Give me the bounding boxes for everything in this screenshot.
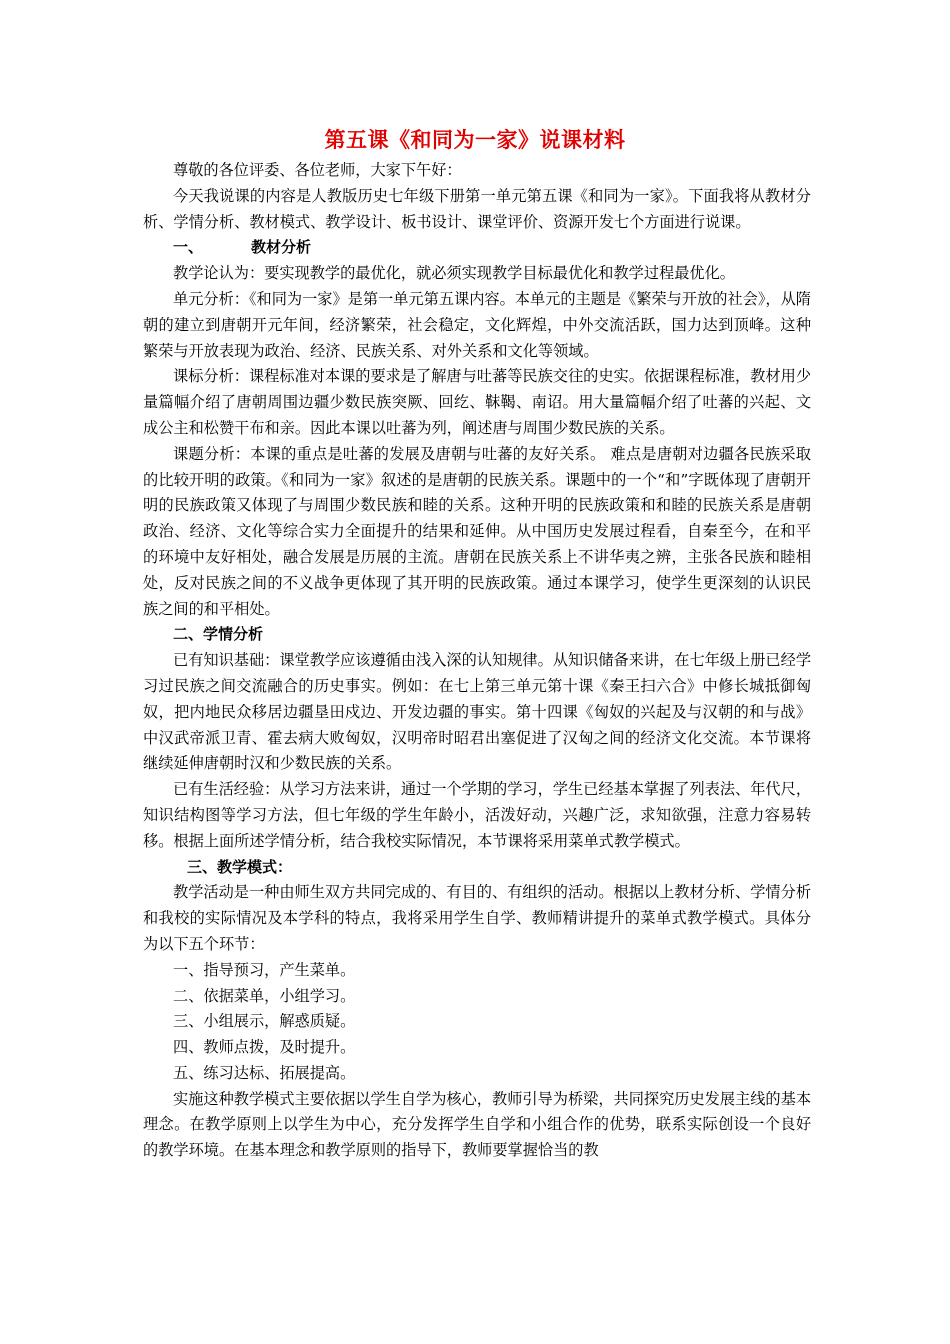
section-heading-2: 二、学情分析: [173, 625, 264, 644]
list-item: 五、练习达标、拓展提高。: [173, 1063, 356, 1082]
document-title: 第五课《和同为一家》说课材料: [324, 128, 626, 152]
section-heading-3: 三、教学模式：: [187, 857, 293, 876]
document-body: [143, 158, 811, 1164]
paragraph: 实施这种教学模式主要依据以学生自学为核心，教师引导为桥梁，共同探究历史发展主线的基本理念。在教学原则上以学生为中心，充分发挥学生自学和小组合作的优势，联系实际创设一个良好的教学环境。在基本理念和教学原则的指导下，教师要掌握恰当的教: [143, 1089, 811, 1160]
section-number: 一、: [173, 238, 204, 257]
paragraph: 已有生活经验：从学习方法来讲，通过一个学期的学习，学生已经基本掌握了列表法、年代尺，知识结构图等学习方法，但七年级的学生年龄小，活泼好动，兴趣广泛，求知欲强，注意力容易转移。根据上面所述学情分析，结合我校实际情况，本节课将采用菜单式教学模式。: [143, 780, 811, 850]
list-item: 一、指导预习，产生菜单。: [173, 960, 356, 979]
paragraph: 教学论认为：要实现教学的最优化，就必须实现教学目标最优化和教学过程最优化。: [173, 264, 735, 283]
section-heading-1: [143, 235, 811, 261]
intro-paragraph: 今天我说课的内容是人教版历史七年级下册第一单元第五课《和同为一家》。下面我将从教材分析、学情分析、教材模式、教学设计、板书设计、课堂评价、资源开发七个方面进行说课。: [143, 186, 811, 231]
list-item: 三、小组展示，解惑质疑。: [173, 1012, 356, 1031]
greeting: 尊敬的各位评委、各位老师，大家下午好：: [173, 161, 462, 179]
list-item: 四、教师点拨，及时提升。: [173, 1038, 356, 1057]
paragraph: 单元分析：《和同为一家》是第一单元第五课内容。本单元的主题是《繁荣与开放的社会》，从隋朝的建立到唐朝开元年间，经济繁荣，社会稳定，文化辉煌，中外交流活跃，国力达到顶峰。这种繁荣与开放表现为政治、经济、民族关系、对外关系和文化等领域。: [143, 289, 811, 360]
paragraph: 课题分析：本课的重点是吐蕃的发展及唐朝与吐蕃的友好关系。 难点是唐朝对边疆各民族采取的比较开明的政策。《和同为一家》叙述的是唐朝的民族关系。课题中的一个“和”字既体现了唐朝开明的民族政策又体现了与周围少数民族和睦的关系。这种开明的民族政策和和睦的民族关系是唐朝政治、经济、文化等综合实力全面提升的结果和延伸。从中国历史发展过程看，自秦至今，在和平的环境中友好相处，融合发展是历展的主流。唐朝在民族关系上不讲华夷之辨，主张各民族和睦相处，反对民族之间的不义战争更体现了其开明的民族政策。通过本课学习，使学生更深刻的认识民族之间的和平相处。: [143, 444, 811, 618]
paragraph: 已有知识基础：课堂教学应该遵循由浅入深的认知规律。从知识储备来讲，在七年级上册已经学习过民族之间交流融合的历史事实。例如：在七上第三单元第十课《秦王扫六合》中修长城抵御匈奴，把内地民众移居边疆垦田戍边、开发边疆的事实。第十四课《匈奴的兴起及与汉朝的和与战》中汉武帝派卫青、霍去病大败匈奴，汉明帝时昭君出塞促进了汉匈之间的经济文化交流。本节课将继续延伸唐朝时汉和少数民族的关系。: [143, 651, 811, 773]
paragraph: 课标分析：课程标准对本课的要求是了解唐与吐蕃等民族交往的史实。依据课程标准，教材用少量篇幅介绍了唐朝周围边疆少数民族突厥、回纥、靺鞨、南诏。用大量篇幅介绍了吐蕃的兴起、文成公主和松赞干布和亲。因此本课以吐蕃为列，阐述唐与周围少数民族的关系。: [143, 367, 811, 437]
section-title: 教材分析: [251, 238, 312, 257]
list-item: 二、依据菜单，小组学习。: [173, 986, 356, 1005]
paragraph: 教学活动是一种由师生双方共同完成的、有目的、有组织的活动。根据以上教材分析、学情分析和我校的实际情况及本学科的特点，我将采用学生自学、教师精讲提升的菜单式教学模式。具体分为以下五个环节：: [143, 883, 811, 953]
